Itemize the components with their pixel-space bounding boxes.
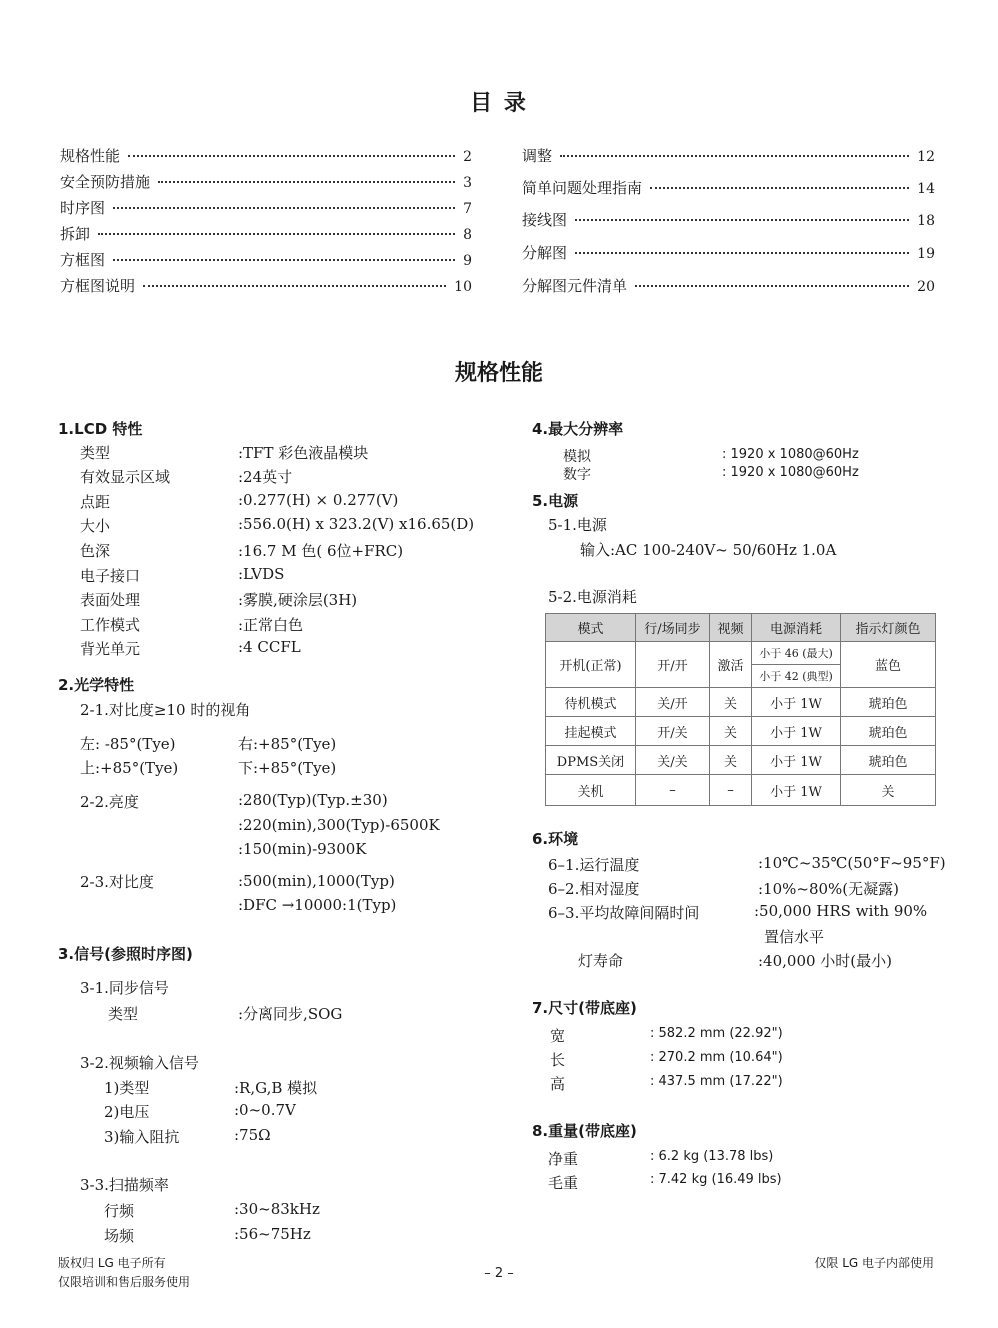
spec-value: :150(min)-9300K bbox=[238, 840, 367, 858]
spec-value: :0~0.7V bbox=[234, 1101, 296, 1119]
table-header-row bbox=[546, 614, 936, 642]
spec-key: 类型 bbox=[80, 444, 111, 462]
table-row bbox=[546, 746, 936, 775]
col-header: 视频 bbox=[710, 614, 752, 642]
cell: 小于 42 (典型) bbox=[752, 665, 841, 688]
cell: 关 bbox=[710, 746, 752, 775]
env-heading: 6.环境 bbox=[532, 830, 579, 848]
spec-value: :556.0(H) x 323.2(V) x16.65(D) bbox=[238, 515, 475, 533]
cell: – bbox=[636, 775, 710, 806]
toc-entry[interactable] bbox=[522, 177, 935, 199]
power-input: 输入:AC 100-240V~ 50/60Hz 1.0A bbox=[580, 541, 837, 559]
toc-page: 2 bbox=[463, 149, 472, 165]
angle-up: 上:+85°(Tye) bbox=[80, 759, 179, 777]
toc-label: 规格性能 bbox=[60, 147, 121, 165]
spec-value: : 1920 x 1080@60Hz bbox=[722, 465, 859, 480]
spec-key: 毛重 bbox=[548, 1174, 579, 1192]
spec-value: :220(min),300(Typ)-6500K bbox=[238, 816, 440, 834]
angle-title: 2-1.对比度≥10 时的视角 bbox=[80, 701, 251, 719]
angle-down: 下:+85°(Tye) bbox=[238, 759, 337, 777]
footer-usage: 仅限培训和售后服务使用 bbox=[58, 1275, 191, 1289]
toc-entry[interactable] bbox=[522, 275, 935, 297]
cell: 激活 bbox=[710, 642, 752, 688]
spec-value: : 7.42 kg (16.49 lbs) bbox=[650, 1172, 782, 1187]
toc-entry[interactable] bbox=[522, 209, 935, 231]
toc-label: 方框图 bbox=[60, 251, 106, 269]
spec-key: 工作模式 bbox=[80, 616, 141, 634]
spec-key: 2)电压 bbox=[104, 1103, 150, 1121]
toc-label: 调整 bbox=[522, 147, 553, 165]
spec-value: :分离同步,SOG bbox=[238, 1005, 343, 1023]
toc-label: 方框图说明 bbox=[60, 277, 136, 295]
spec-key: 有效显示区域 bbox=[80, 468, 171, 486]
spec-key: 6–3.平均故障间隔时间 bbox=[548, 904, 700, 922]
spec-value: :50,000 HRS with 90% bbox=[754, 902, 928, 920]
cell: 小于 1W bbox=[752, 746, 841, 775]
spec-value: :75Ω bbox=[234, 1126, 271, 1144]
weight-heading: 8.重量(带底座) bbox=[532, 1122, 637, 1140]
brightness-title: 2-2.亮度 bbox=[80, 793, 139, 811]
spec-key: 电子接口 bbox=[80, 567, 141, 585]
toc-entry[interactable] bbox=[522, 145, 935, 167]
cell: 开机(正常) bbox=[546, 642, 636, 688]
angle-left: 左: -85°(Tye) bbox=[80, 735, 176, 753]
spec-key: 3)输入阻抗 bbox=[104, 1128, 180, 1146]
col-header: 指示灯颜色 bbox=[841, 614, 936, 642]
cell: 关机 bbox=[546, 775, 636, 806]
toc-label: 分解图 bbox=[522, 244, 568, 262]
toc-label: 分解图元件清单 bbox=[522, 277, 628, 295]
spec-key: 点距 bbox=[80, 493, 111, 511]
sync-title: 3-1.同步信号 bbox=[80, 979, 169, 997]
toc-label: 时序图 bbox=[60, 199, 106, 217]
spec-value: : 270.2 mm (10.64") bbox=[650, 1050, 783, 1065]
spec-key: 类型 bbox=[108, 1005, 139, 1023]
cell: 关 bbox=[710, 688, 752, 717]
spec-key: 数字 bbox=[563, 467, 591, 483]
spec-key: 背光单元 bbox=[80, 640, 141, 658]
spec-value: 置信水平 bbox=[764, 928, 825, 946]
toc-page: 18 bbox=[917, 213, 935, 229]
footer-copyright: 版权归 LG 电子所有 bbox=[58, 1256, 166, 1270]
cell: 开/开 bbox=[636, 642, 710, 688]
spec-key: 灯寿命 bbox=[578, 952, 624, 970]
table-row bbox=[546, 775, 936, 806]
table-row bbox=[546, 642, 936, 665]
cell: 琥珀色 bbox=[841, 717, 936, 746]
toc-page: 7 bbox=[463, 201, 472, 217]
power-table bbox=[545, 613, 936, 806]
spec-value: :24英寸 bbox=[238, 468, 293, 486]
spec-key: 6–2.相对湿度 bbox=[548, 880, 640, 898]
toc-page: 14 bbox=[917, 181, 935, 197]
spec-key: 行频 bbox=[104, 1202, 135, 1220]
spec-value: : 6.2 kg (13.78 lbs) bbox=[650, 1149, 774, 1164]
resolution-heading: 4.最大分辨率 bbox=[532, 420, 624, 438]
toc-page: 10 bbox=[454, 279, 472, 295]
toc-label: 接线图 bbox=[522, 211, 568, 229]
spec-value: :TFT 彩色液晶模块 bbox=[238, 444, 369, 462]
spec-value: :正常白色 bbox=[238, 616, 304, 634]
scan-title: 3-3.扫描频率 bbox=[80, 1176, 169, 1194]
toc-title: 目 录 bbox=[470, 90, 528, 116]
spec-value: :10%~80%(无凝露) bbox=[758, 880, 900, 898]
cell: 小于 1W bbox=[752, 688, 841, 717]
spec-key: 模拟 bbox=[563, 449, 591, 465]
toc-label: 安全预防措施 bbox=[60, 173, 151, 191]
cell: DPMS关闭 bbox=[546, 746, 636, 775]
toc-page: 20 bbox=[917, 279, 935, 295]
page-number: – 2 – bbox=[484, 1266, 514, 1281]
spec-value: :DFC →10000:1(Typ) bbox=[238, 896, 397, 914]
cell: 待机模式 bbox=[546, 688, 636, 717]
spec-key: 1)类型 bbox=[104, 1079, 150, 1097]
table-row bbox=[546, 717, 936, 746]
cell: – bbox=[710, 775, 752, 806]
spec-value: :280(Typ)(Typ.±30) bbox=[238, 791, 388, 809]
toc-page: 19 bbox=[917, 246, 935, 262]
supply-title: 5-1.电源 bbox=[548, 516, 607, 534]
consumption-title: 5-2.电源消耗 bbox=[548, 588, 637, 606]
spec-key: 宽 bbox=[550, 1027, 566, 1045]
toc-page: 3 bbox=[463, 175, 472, 191]
cell: 蓝色 bbox=[841, 642, 936, 688]
spec-value: :LVDS bbox=[238, 565, 285, 583]
spec-title: 规格性能 bbox=[454, 360, 543, 386]
toc-entry[interactable] bbox=[60, 197, 472, 219]
spec-key: 长 bbox=[550, 1051, 566, 1069]
spec-key: 场频 bbox=[104, 1227, 135, 1245]
toc-page: 8 bbox=[463, 227, 472, 243]
toc-entry[interactable] bbox=[60, 145, 472, 167]
signal-heading: 3.信号(参照时序图) bbox=[58, 945, 193, 963]
spec-value: : 1920 x 1080@60Hz bbox=[722, 447, 859, 462]
spec-value: :56~75Hz bbox=[234, 1225, 311, 1243]
spec-value: :R,G,B 模拟 bbox=[234, 1079, 318, 1097]
cell: 关/关 bbox=[636, 746, 710, 775]
spec-key: 净重 bbox=[548, 1150, 579, 1168]
spec-key: 表面处理 bbox=[80, 591, 141, 609]
cell: 小于 46 (最大) bbox=[752, 642, 841, 665]
cell: 关 bbox=[710, 717, 752, 746]
toc-label: 简单问题处理指南 bbox=[522, 179, 643, 197]
toc-entry[interactable] bbox=[60, 249, 472, 271]
spec-value: :4 CCFL bbox=[238, 638, 301, 656]
spec-value: :30~83kHz bbox=[234, 1200, 320, 1218]
col-header: 电源消耗 bbox=[752, 614, 841, 642]
toc-entry[interactable] bbox=[60, 171, 472, 193]
video-title: 3-2.视频输入信号 bbox=[80, 1054, 199, 1072]
spec-value: :16.7 M 色( 6位+FRC) bbox=[238, 542, 404, 560]
spec-value: : 437.5 mm (17.22") bbox=[650, 1074, 783, 1089]
footer-internal: 仅限 LG 电子内部使用 bbox=[814, 1256, 934, 1270]
toc-entry[interactable] bbox=[60, 223, 472, 245]
spec-key: 大小 bbox=[80, 517, 111, 535]
spec-key: 6–1.运行温度 bbox=[548, 856, 640, 874]
power-heading: 5.电源 bbox=[532, 492, 579, 510]
col-header: 模式 bbox=[546, 614, 636, 642]
toc-page: 9 bbox=[463, 253, 472, 269]
optical-heading: 2.光学特性 bbox=[58, 676, 135, 694]
spec-value: :雾膜,硬涂层(3H) bbox=[238, 591, 358, 609]
cell: 琥珀色 bbox=[841, 746, 936, 775]
toc-entry[interactable] bbox=[522, 242, 935, 264]
toc-page: 12 bbox=[917, 149, 935, 165]
cell: 开/关 bbox=[636, 717, 710, 746]
cell: 小于 1W bbox=[752, 775, 841, 806]
col-header: 行/场同步 bbox=[636, 614, 710, 642]
spec-key: 高 bbox=[550, 1075, 566, 1093]
lcd-heading: 1.LCD 特性 bbox=[58, 420, 143, 438]
cell: 琥珀色 bbox=[841, 688, 936, 717]
spec-value: : 582.2 mm (22.92") bbox=[650, 1026, 783, 1041]
spec-value: :10℃~35℃(50°F~95°F) bbox=[758, 854, 946, 872]
cell: 小于 1W bbox=[752, 717, 841, 746]
angle-right: 右:+85°(Tye) bbox=[238, 735, 337, 753]
dims-heading: 7.尺寸(带底座) bbox=[532, 999, 637, 1017]
cell: 挂起模式 bbox=[546, 717, 636, 746]
spec-value: :0.277(H) × 0.277(V) bbox=[238, 491, 399, 509]
cell: 关 bbox=[841, 775, 936, 806]
spec-value: :500(min),1000(Typ) bbox=[238, 872, 395, 890]
spec-key: 色深 bbox=[80, 542, 111, 560]
contrast-title: 2-3.对比度 bbox=[80, 873, 154, 891]
toc-label: 拆卸 bbox=[60, 225, 91, 243]
spec-value: :40,000 小时(最小) bbox=[758, 952, 893, 970]
cell: 关/开 bbox=[636, 688, 710, 717]
table-row bbox=[546, 688, 936, 717]
toc-entry[interactable] bbox=[60, 275, 472, 297]
